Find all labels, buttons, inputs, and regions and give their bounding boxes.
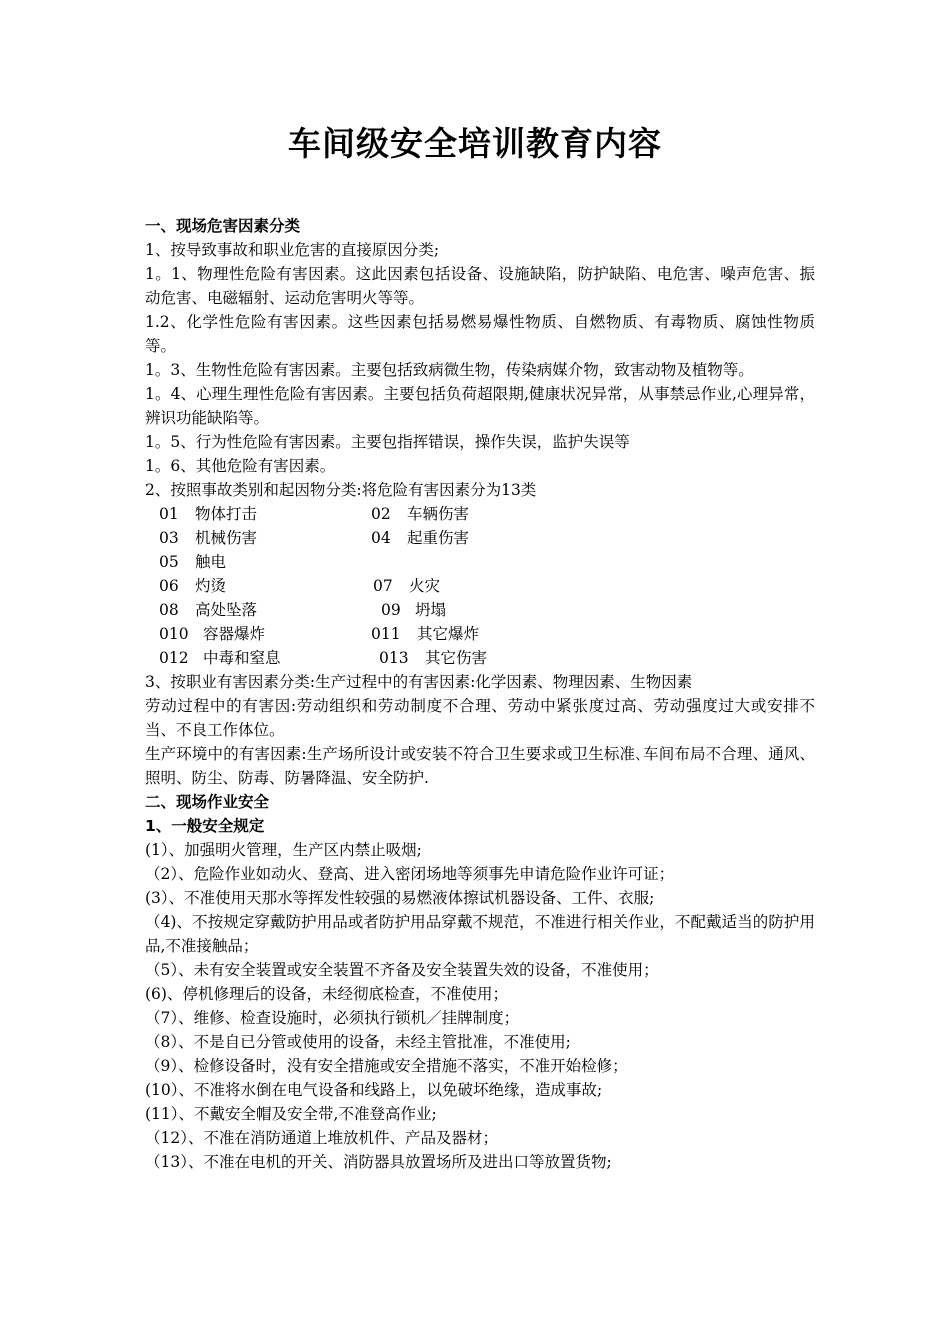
category-name: 中毒和窒息: [203, 649, 281, 667]
rule-item: （9）、检修设备时，没有安全措施或安全措施不落实，不准开始检修；: [145, 1057, 628, 1075]
item-1-1: 1。1、物理性危险有害因素。这此因素包括设备、设施缺陷，防护缺陷、电危害、噪声危害、振动危害、电磁辐射、运动危害明火等等。: [145, 265, 815, 307]
category-name: 其它伤害: [425, 649, 488, 667]
category-row: [145, 622, 815, 646]
rule-item: （8）、不是自已分管或使用的设备，未经主管批准，不准使用;: [145, 1033, 571, 1051]
rule-item: （7）、维修、检查设施时，必须执行锁机／挂牌制度；: [145, 1009, 520, 1027]
category-name: 触电: [195, 553, 227, 571]
rule-item: （12）、不准在消防通道上堆放机件、产品及器材；: [145, 1129, 498, 1147]
category-name: 火灾: [409, 577, 441, 595]
category-row: [145, 550, 815, 574]
category-name: 灼烫: [195, 577, 227, 595]
category-name: 车辆伤害: [407, 505, 470, 523]
section-2-heading: 二、现场作业安全: [145, 793, 270, 811]
category-code: 013: [379, 649, 409, 667]
category-name: 物体打击: [195, 505, 258, 523]
category-row: [145, 526, 815, 550]
rule-item: （13）、不准在电机的开关、消防器具放置场所及进出口等放置货物;: [145, 1153, 612, 1171]
category-name: 高处坠落: [195, 601, 258, 619]
rule-item: (6)、停机修理后的设备，未经彻底检查，不准使用；: [145, 985, 508, 1003]
category-row: [145, 574, 815, 598]
rule-item: （5）、未有安全装置或安全装置不齐备及安全装置失效的设备，不准使用；: [145, 961, 659, 979]
item-1-5: 1。5、行为性危险有害因素。主要包指挥错误，操作失误，监护失误等: [145, 433, 630, 451]
document-title: 车间级安全培训教育内容: [288, 124, 662, 163]
category-code: 012: [159, 649, 189, 667]
category-name: 机械伤害: [195, 529, 258, 547]
item-3-environment: 生产环境中的有害因素:生产场所设计或安装不符合卫生要求或卫生标准､车间布局不合理、通风、照明、防尘、防毒、防暑降温、安全防护.: [145, 745, 815, 787]
item-1: 1、按导致事故和职业危害的直接原因分类;: [145, 241, 440, 259]
rule-item: （2）、危险作业如动火、登高、进入密闭场地等须事先申请危险作业许可证；: [145, 865, 675, 883]
category-code: 05: [159, 553, 179, 571]
subsection-2-1-heading: 1、一般安全规定: [145, 817, 265, 835]
category-row: [145, 598, 815, 622]
category-code: 010: [159, 625, 189, 643]
category-row: [145, 502, 815, 526]
category-code: 01: [159, 505, 179, 523]
category-code: 06: [159, 577, 179, 595]
category-row: [145, 646, 815, 670]
category-code: 07: [373, 577, 393, 595]
category-name: 其它爆炸: [417, 625, 480, 643]
category-name: 起重伤害: [407, 529, 470, 547]
item-2: 2、按照事故类别和起因物分类:将危险有害因素分为13类: [145, 481, 537, 499]
item-3: 3、按职业有害因素分类:生产过程中的有害因素:化学因素、物理因素、生物因素: [145, 673, 693, 691]
category-name: 容器爆炸: [203, 625, 266, 643]
section-1-heading: 一、现场危害因素分类: [145, 217, 301, 235]
rule-item: (10）、不准将水倒在电气设备和线路上，以免破坏绝缘，造成事故;: [145, 1081, 603, 1099]
rule-item: (1）、加强明火管理，生产区内禁止吸烟;: [145, 841, 422, 859]
category-code: 09: [381, 601, 401, 619]
rule-item: (11）、不戴安全帽及安全带,不准登高作业;: [145, 1105, 437, 1123]
category-code: 02: [371, 505, 391, 523]
document-body: [145, 214, 815, 1174]
item-1-3: 1。3、生物性危险有害因素。主要包括致病微生物，传染病媒介物，致害动物及植物等。: [145, 361, 754, 379]
item-3-labor: 劳动过程中的有害因:劳动组织和劳动制度不合理、劳动中紧张度过高、劳动强度过大或安排不当、不良工作体位。: [145, 697, 815, 739]
category-code: 03: [159, 529, 179, 547]
category-code: 08: [159, 601, 179, 619]
rule-item: (3）、不准使用天那水等挥发性较强的易燃液体擦试机器设备、工件、衣服;: [145, 889, 655, 907]
category-code: 04: [371, 529, 391, 547]
category-name: 坍塌: [415, 601, 447, 619]
rule-item: （4)、不按规定穿戴防护用品或者防护用品穿戴不规范，不准进行相关作业，不配戴适当的防护用品,不准接触品；: [145, 913, 815, 955]
item-1-4: 1。4、心理生理性危险有害因素。主要包括负荷超限期,健康状况异常，从事禁忌作业,心理异常，辨识功能缺陷等。: [145, 385, 815, 427]
category-code: 011: [371, 625, 401, 643]
item-1-6: 1。6、其他危险有害因素。: [145, 457, 336, 475]
item-1-2: 1.2、化学性危险有害因素。这些因素包括易燃易爆性物质、自燃物质、有毒物质、腐蚀性物质等。: [145, 313, 815, 355]
